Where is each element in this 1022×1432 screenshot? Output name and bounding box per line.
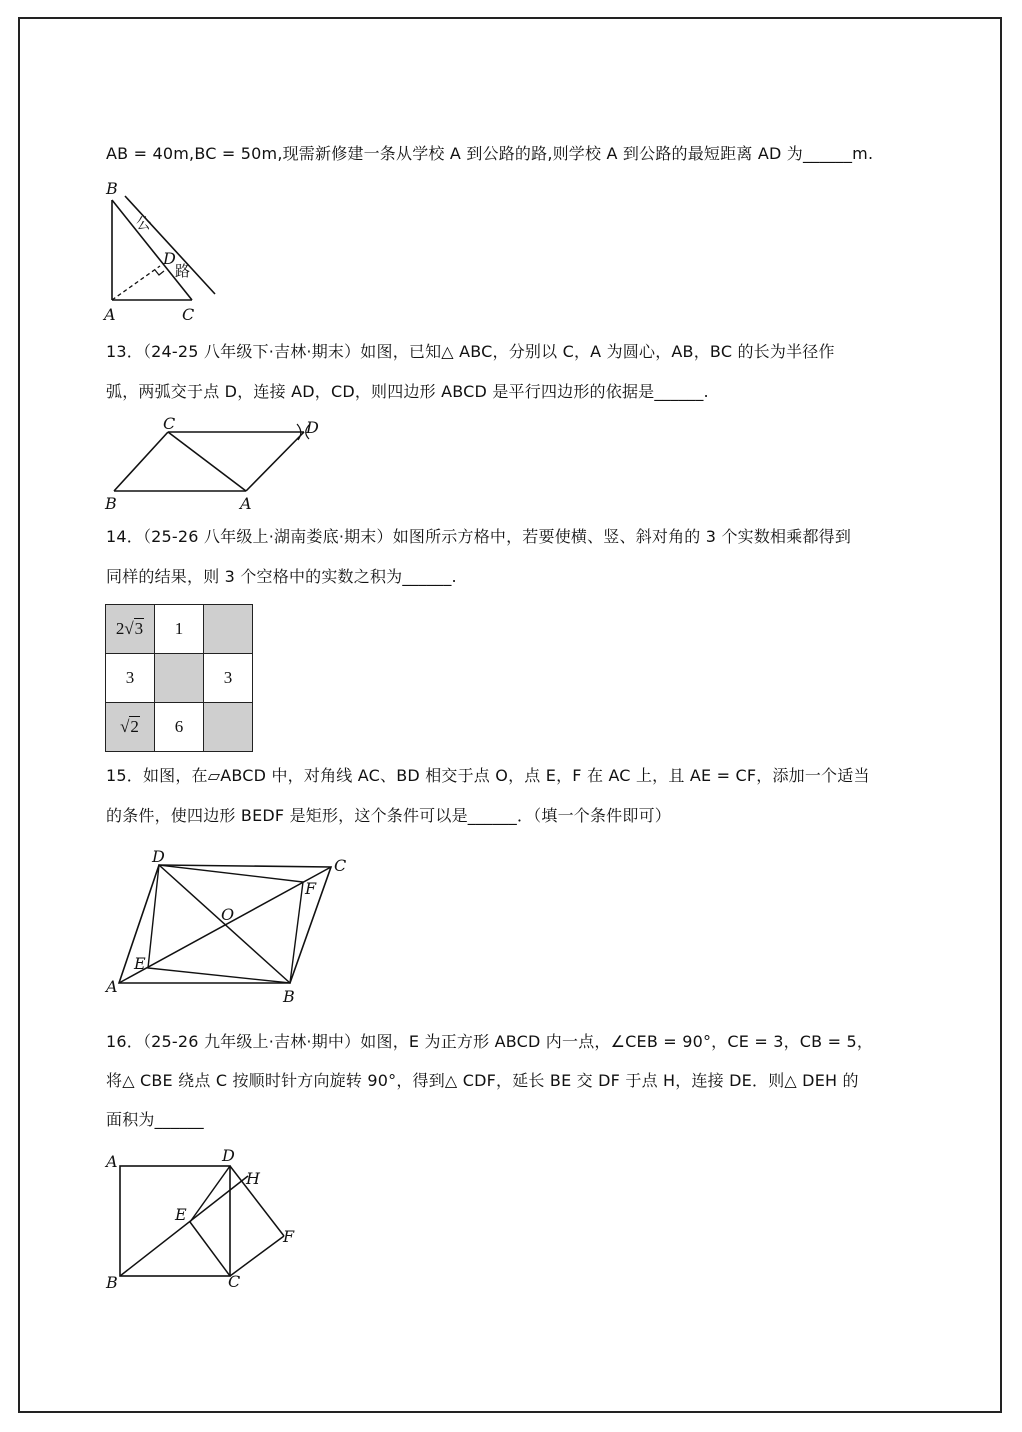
q12-label-road2: 路 <box>175 262 191 280</box>
q13-text-line2: 弧，两弧交于点 D，连接 AD，CD，则四边形 ABCD 是平行四边形的依据是______. <box>106 382 709 401</box>
q15-label-d: D <box>152 847 165 866</box>
q16-label-a: A <box>106 1152 118 1171</box>
grid-cell: √2 <box>106 703 155 752</box>
grid-cell: 3 <box>204 654 253 703</box>
q16-label-f: F <box>283 1227 295 1246</box>
q12-label-d: D <box>163 249 176 268</box>
q15-label-f: F <box>305 879 317 898</box>
q16-label-c: C <box>228 1272 241 1291</box>
q13-label-b: B <box>105 494 117 513</box>
q14-number-grid <box>105 604 253 752</box>
q16-text-line1: 16．（25-26 九年级上·吉林·期中）如图，E 为正方形 ABCD 内一点，∠CEB = 90°，CE = 3，CB = 5， <box>106 1032 874 1051</box>
q16-label-e: E <box>175 1205 187 1224</box>
q16-label-h: H <box>246 1169 260 1188</box>
grid-cell: 2√3 <box>106 605 155 654</box>
q15-label-e: E <box>134 954 146 973</box>
q15-label-b: B <box>283 987 295 1006</box>
grid-cell: 6 <box>155 703 204 752</box>
q15-label-o: O <box>221 905 235 924</box>
q12-label-c: C <box>182 305 195 324</box>
q16-label-d: D <box>222 1146 235 1165</box>
q13-figure <box>100 412 330 514</box>
q16-text-line2: 将△ CBE 绕点 C 按顺时针方向旋转 90°，得到△ CDF，延长 BE 交 DF 于点 H，连接 DE．则△ DEH 的 <box>106 1071 859 1090</box>
q13-label-d: D <box>306 418 319 437</box>
q12-label-b: B <box>106 179 118 198</box>
q16-label-b: B <box>106 1273 118 1292</box>
grid-cell: 3 <box>106 654 155 703</box>
q14-text-line2: 同样的结果，则 3 个空格中的实数之积为______. <box>106 567 457 586</box>
q13-label-c: C <box>163 414 176 433</box>
q15-label-a: A <box>106 977 118 996</box>
grid-cell-empty <box>204 605 253 654</box>
q16-text-line3: 面积为______ <box>106 1110 204 1129</box>
q13-text-line1: 13．（24-25 八年级下·吉林·期末）如图，已知△ ABC，分别以 C，A 为圆心，AB，BC 的长为半径作 <box>106 342 835 361</box>
q14-text-line1: 14．（25-26 八年级上·湖南娄底·期末）如图所示方格中，若要使横、竖、斜对角的 3 个实数相乘都得到 <box>106 527 852 546</box>
grid-cell-empty <box>155 654 204 703</box>
grid-cell-empty <box>204 703 253 752</box>
q16-figure <box>100 1146 310 1296</box>
q15-label-c: C <box>334 856 347 875</box>
q12-figure <box>100 178 230 324</box>
q15-text-line1: 15．如图，在▱ABCD 中，对角线 AC、BD 相交于点 O，点 E，F 在 AC 上，且 AE = CF，添加一个适当 <box>106 766 870 785</box>
q13-label-a: A <box>240 494 252 513</box>
q15-text-line2: 的条件，使四边形 BEDF 是矩形，这个条件可以是______．（填一个条件即可） <box>106 806 671 825</box>
q12-label-a: A <box>104 305 116 324</box>
q12-text-line1: AB = 40m,BC = 50m,现需新修建一条从学校 A 到公路的路,则学校 A 到公路的最短距离 AD 为______m. <box>106 144 874 163</box>
q15-figure <box>100 846 360 1010</box>
grid-cell: 1 <box>155 605 204 654</box>
q12-label-road1: 公 <box>136 214 152 232</box>
